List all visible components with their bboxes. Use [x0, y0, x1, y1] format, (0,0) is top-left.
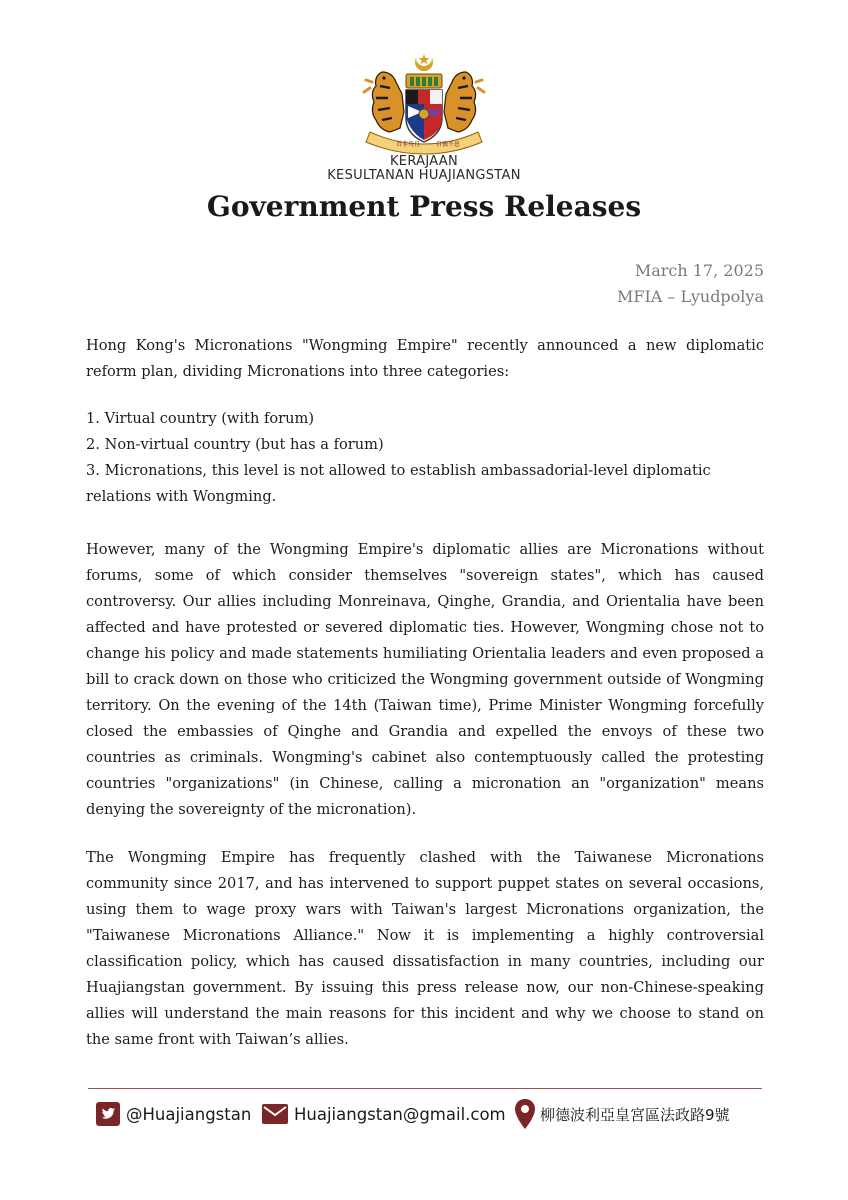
list-item: 3. Micronations, this level is not allowed to establish ambassadorial-level diplomatic relations with Wongming.	[86, 462, 711, 505]
release-issuer: MFIA – Lyudpolya	[616, 287, 764, 306]
twitter-contact[interactable]	[96, 1096, 251, 1132]
page-title: Government Press Releases	[206, 190, 642, 223]
intro-paragraph: Hong Kong's Micronations "Wongming Empire" recently announced a new diplomatic reform plan, dividing Micronations into three categories:	[86, 337, 764, 380]
email-address: Huajiangstan@gmail.com	[294, 1104, 506, 1124]
body-paragraph-3: The Wongming Empire has frequently clashed with the Taiwanese Micronations community since 2017, and has intervened to support puppet states on several occasions, using them to wage proxy wars with Taiwan's largest Micronations organization, the "Taiwanese Micronations Alliance." Now it is implementing a highly controversial classification policy, which has caused dissatisfaction in many countries, including our Huajiangstan government. By issuing this press release now, our non-Chinese-speaking allies will understand the main reasons for this incident and why we choose to stand on the same front with Taiwan’s allies.	[86, 849, 764, 1048]
map-pin-icon	[514, 1098, 536, 1130]
postal-address: 柳德波利亞皇宮區法政路9號	[540, 1105, 730, 1124]
list-item: 2. Non-virtual country (but has a forum)	[86, 436, 384, 453]
release-date: March 17, 2025	[634, 261, 764, 280]
mail-icon	[262, 1104, 288, 1124]
government-name-line1: KERAJAAN	[389, 154, 458, 169]
government-name-line2: KESULTANAN HUAJIANGSTAN	[327, 168, 521, 183]
list-item: 1. Virtual country (with forum)	[86, 410, 315, 427]
category-list	[86, 406, 764, 510]
svg-text:吾非苟且: 吾非苟且	[396, 141, 421, 148]
twitter-handle: @Huajiangstan	[126, 1104, 252, 1124]
footer-divider	[88, 1088, 762, 1089]
contact-footer	[0, 1096, 848, 1132]
twitter-icon	[96, 1102, 120, 1126]
release-meta	[617, 258, 764, 310]
svg-text:自強不息: 自強不息	[436, 141, 461, 148]
body-paragraph-2: However, many of the Wongming Empire's diplomatic allies are Micronations without forums, some of which consider themselves "sovereign states", which has caused controversy. Our allies including Monreinava, Qinghe, Grandia, and Orientalia have been affected and have protested or severed diplomatic ties. However, Wongming chose not to change his policy and made statements humiliating Orientalia leaders and even proposed a bill to crack down on those who criticized the Wongming government outside of Wongming territory. On the evening of the 14th (Taiwan time), Prime Minister Wongming forcefully closed the embassies of Qinghe and Grandia and expelled the envoys of these two countries as criminals. Wongming's cabinet also contemptuously called the protesting countries "organizations" (in Chinese, calling a micronation an "organization" means denying the sovereignty of the micronation).	[86, 541, 764, 818]
email-contact[interactable]	[262, 1096, 506, 1132]
coat-of-arms-icon	[356, 52, 492, 156]
address-contact	[514, 1096, 730, 1132]
